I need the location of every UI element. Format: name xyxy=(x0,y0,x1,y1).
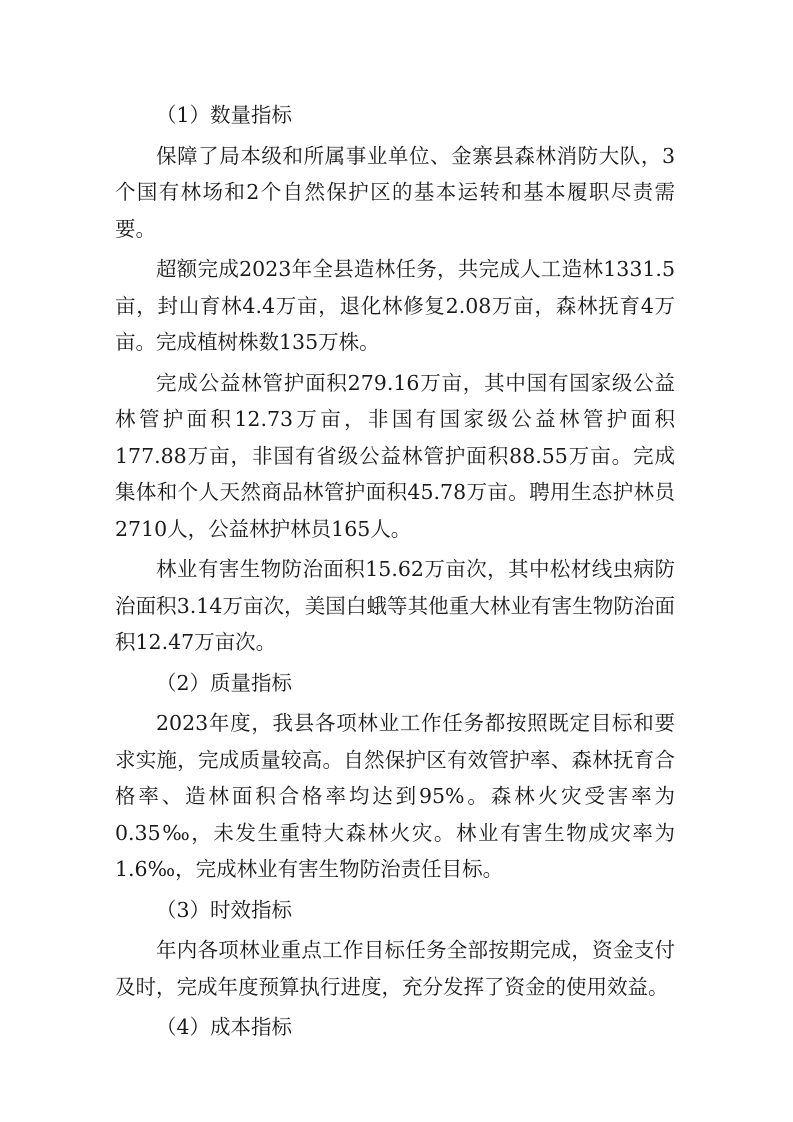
paragraph-basic-operation: 保障了局本级和所属事业单位、金寨县森林消防大队，3个国有林场和2个自然保护区的基本运转和基本履职尽责需要。 xyxy=(115,143,675,241)
paragraph-pest-control: 林业有害生物防治面积15.62万亩次，其中松材线虫病防治面积3.14万亩次，美国白蛾等其他重大林业有害生物防治面积12.47万亩次。 xyxy=(115,557,675,654)
paragraph-timeliness: 年内各项林业重点工作目标任务全部按期完成，资金支付及时，完成年度预算执行进度，充分发挥了资金的使用效益。 xyxy=(115,938,675,999)
paragraph-public-forest: 完成公益林管护面积279.16万亩，其中国有国家级公益林管护面积12.73万亩，非国有国家级公益林管护面积177.88万亩，非国有省级公益林管护面积88.55万亩。完成集体和个人天然商品林管护面积45.78万亩。聘用生态护林员2710人，公益林护林员165人。 xyxy=(115,370,675,541)
paragraph-quality: 2023年度，我县各项林业工作任务都按照既定目标和要求实施，完成质量较高。自然保护区有效管护率、森林抚育合格率、造林面积合格率均达到95%。森林火灾受害率为0.35‰，未发生重特大森林火灾。林业有害生物成灾率为1.6‰，完成林业有害生物防治责任目标。 xyxy=(115,711,675,881)
section-heading-timeliness: （3）时效指标 xyxy=(156,897,293,922)
paragraph-afforestation: 超额完成2023年全县造林任务，共完成人工造林1331.5亩，封山育林4.4万亩，退化林修复2.08万亩，森林抚育4万亩。完成植树株数135万株。 xyxy=(115,257,675,354)
document-body xyxy=(115,97,675,1046)
section-heading-quantity: （1）数量指标 xyxy=(156,103,293,127)
section-heading-quality: （2）质量指标 xyxy=(156,670,293,695)
section-heading-cost: （4）成本指标 xyxy=(156,1015,293,1039)
